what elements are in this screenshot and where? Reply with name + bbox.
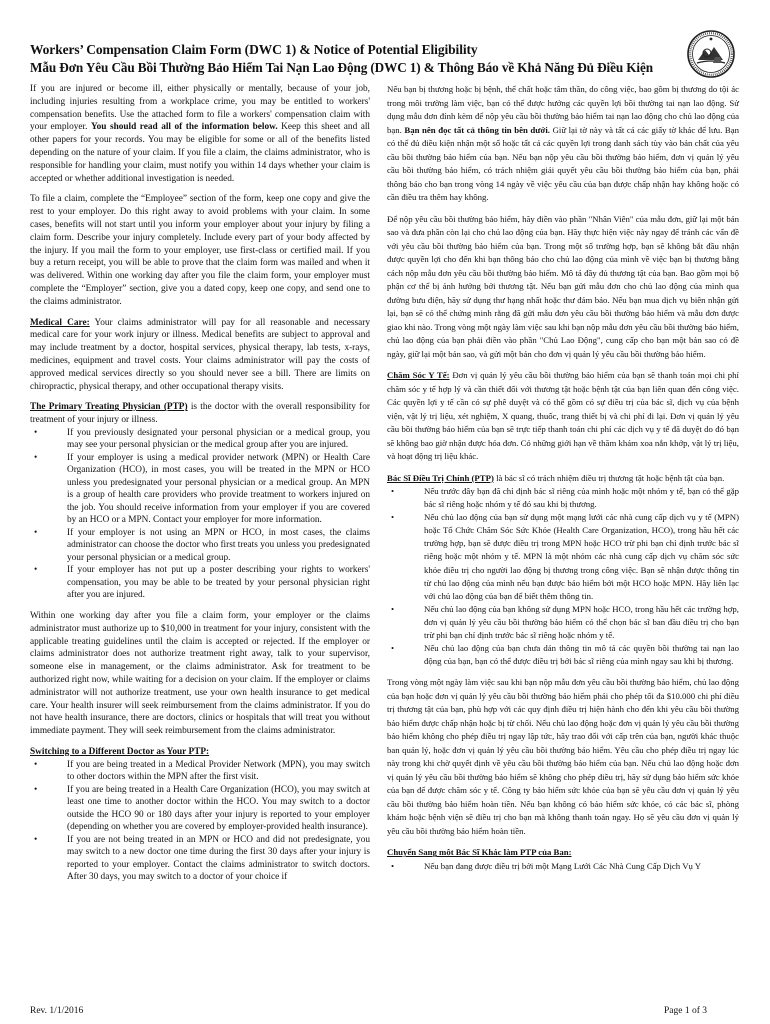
medical-care-paragraph-vi: Chăm Sóc Y Tế: Đơn vị quản lý yêu cầu bồi thường bảo hiểm của bạn sẽ thanh toán mọi chi phí chăm sóc y tế hợp lý và cần thiết đối với thương tật hoặc bệnh tật của bạn liên quan đến công việc. Các quyền lợi y tế cần có sự phê duyệt và có thể gồm có sự điều trị của bác sĩ, dịch vụ của bệnh viện, vật lý trị liệu, xét nghiệm, X quang, thuốc, trang thiết bị và chi phí đi lại. Đơn vị quản lý yêu cầu bồi thường bảo hiểm của bạn sẽ trực tiếp thanh toán chi phí các dịch vụ y tế đã duyệt do đó bạn sẽ không bao giờ nhận được hóa đơn. Có những giới hạn về thăm khám xoa nắn khớp, vật lý trị liệu, và hoạt động trị liệu khác. xyxy=(387,370,739,461)
revision-date: Rev. 1/1/2016 xyxy=(30,1006,84,1016)
switching-heading-line xyxy=(30,746,370,759)
list-item: • Nếu trước đây bạn đã chỉ định bác sĩ riêng của mình hoặc một nhóm y tế, bạn có thể gặp bác sĩ riêng hoặc nhóm y tế đó sau khi bị thương. xyxy=(387,485,739,511)
medical-care-heading-vi: Chăm Sóc Y Tế: xyxy=(387,370,450,380)
file-claim-paragraph-vi: Để nộp yêu cầu bồi thường bảo hiểm, hãy điền vào phần "Nhân Viên" của mẫu đơn, giữ lại một bản sao và đưa phần còn lại cho chủ lao động của bạn. Hãy thực hiện việc này ngay để tránh các vấn đề với yêu cầu bồi thường bảo hiểm của bạn. Trong một số trường hợp, bạn sẽ không bắt đầu nhận được quyền lợi cho đến khi bạn thông báo cho chủ lao động của mình về việc bạn bị thương bằng cách nộp mẫu đơn yêu cầu bồi thường bảo hiểm. Mô tả đầy đủ thương tật của bạn. Bao gồm mọi bộ phận cơ thể bị ảnh hưởng bởi thương tật. Nếu bạn gửi mẫu đơn cho chủ lao động của mình qua đường bưu điện, hãy sử dụng thư hạng nhất hoặc thư đảm bảo. Nếu bạn mua dịch vụ biên nhận gửi lại, bạn sẽ có thể chứng minh rằng đã gửi mẫu đơn yêu cầu bồi thường bảo hiểm và mẫu đơn được giao khi nào. Trong vòng một ngày làm việc sau khi bạn nộp mẫu đơn yêu cầu bồi thường bảo hiểm, chủ lao động của bạn phải điền vào phần "Chủ Lao Động", cung cấp cho bạn một bản sao có đề ngày, giữ lại một bản sao, và gửi một bản cho đơn vị quản lý yêu cầu bồi thường bảo hiểm. xyxy=(387,213,739,359)
switching-heading-vi: Chuyển Sang một Bác Sĩ Khác làm PTP của Bạn: xyxy=(387,847,572,858)
list-item: • If you are not being treated in an MPN or HCO and did not predesignate, you may switch to a new doctor one time during the first 30 days after your injury is reported to your employer. Contact the claims administrator to switch doctors. After 30 days, you may switch to a doctor of your choice if xyxy=(30,834,370,884)
vietnamese-column xyxy=(387,83,739,881)
ptp-list xyxy=(30,427,370,602)
list-item: • If you are being treated in a Medical Provider Network (MPN), you may switch to other doctors within the MPN after the first visit. xyxy=(30,759,370,784)
page-number: Page 1 of 3 xyxy=(664,1006,708,1016)
california-state-seal-icon xyxy=(687,30,735,78)
list-item: • Nếu bạn đang được điều trị bởi một Mạng Lưới Các Nhà Cung Cấp Dịch Vụ Y xyxy=(387,860,739,873)
ptp-heading-vi: Bác Sĩ Điều Trị Chính (PTP) xyxy=(387,472,494,483)
intro-paragraph-vi: Nếu bạn bị thương hoặc bị bệnh, thể chất hoặc tâm thần, do công việc, bao gồm bị thương do tội ác trong môi trường làm việc, bạn có thể được hưởng các quyền lợi bồi thường tai nạn lao động. Sử dụng mẫu đơn đính kèm để nộp yêu cầu bồi thường bảo hiểm tai nạn lao động cho chủ lao động của bạn. Bạn nên đọc tất cả thông tin bên dưới. Giữ lại tờ này và tất cả các giấy tờ khác để lưu. Bạn có thể đủ điều kiện nhận một số hoặc tất cả các quyền lợi trong danh sách tùy vào bản chất của yêu cầu bồi thường bảo hiểm của bạn. Nếu bạn nộp yêu cầu bồi thường bảo hiểm, đơn vị quản lý yêu cầu bồi thường bảo hiểm, có trách nhiệm giải quyết yêu cầu bồi thường bảo hiểm của bạn, phải thông báo cho bạn trong vòng 14 ngày về việc yêu cầu của bạn được chấp nhận hay không hoặc có cần điều tra thêm hay không. xyxy=(387,84,739,202)
ptp-paragraph: The Primary Treating Physician (PTP) is the doctor with the overall responsibility for treatment of your injury or illness. xyxy=(30,402,371,426)
intro-paragraph: If you are injured or become ill, either physically or mentally, because of your job, including injuries resulting from a workplace crime, you may be entitled to workers' compensation benefits. Use the attached form to file a workers' compensation claim with your employer. You should read all of the information below. Keep this sheet and all other papers for your records. You may be eligible for some or all of the benefits listed depending on the nature of your claim. If you file a claim, the claims administrator, who is responsible for handling your claim, must notify you within 14 days whether your claim is accepted or whether additional investigation is needed. xyxy=(30,84,371,184)
treatment-authorization-paragraph: Within one working day after you file a claim form, your employer or the claims administrator must authorize up to $10,000 in treatment for your injury, consistent with the applicable treating guidelines until the claim is accepted or rejected. If the employer or claims administrator does not authorize treatment right away, talk to your supervisor, someone else in management, or the claims administrator. Ask for treatment to be authorized right now, while waiting for a decision on your claim. If the employer or claims administrator will not authorize treatment, use your own health insurance to get medical care. Your health insurer will seek reimbursement from the claims administrator. If you do not have health insurance, there are doctors, clinics or hospitals that will treat you without immediate payment. They will seek reimbursement from the claims administrator. xyxy=(30,610,370,737)
switching-list xyxy=(30,759,370,884)
title-english: Workers’ Compensation Claim Form (DWC 1) & Notice of Potential Eligibility xyxy=(30,42,478,57)
ptp-list-vi xyxy=(387,485,739,668)
file-claim-paragraph: To file a claim, complete the “Employee” section of the form, keep one copy and give the rest to your employer. Do this right away to avoid problems with your claim. In some cases, benefits will not start until you inform your employer about your injury by filing a claim form. Describe your injury completely. Include every part of your body affected by the injury. If you mail the form to your employer, use first-class or certified mail. If you buy a return receipt, you will be able to prove that the claim form was mailed and when it was delivered. Within one working day after you file the claim form, your employer must complete the “Employer” section, give you a dated copy, keep one copy, and send one to the claims administrator. xyxy=(30,194,370,307)
list-item: • Nếu chủ lao động của bạn không sử dụng MPN hoặc HCO, trong hầu hết các trường hợp, đơn vị quản lý yêu cầu bồi thường bảo hiểm có thể chọn bác sĩ ban đầu điều trị cho bạn trừ phi bạn chỉ định trước bác sĩ riêng hoặc nhóm y tế. xyxy=(387,603,739,642)
medical-care-paragraph: Medical Care: Your claims administrator will pay for all reasonable and necessary medical care for your work injury or illness. Medical benefits are subject to approval and may include treatment by a doctor, hospital services, physical therapy, lab tests, x-rays, medicines, equipment and travel costs. Your claims administrator will pay the costs of approved medical services directly so you should never see a bill. There are limits on chiropractic, physical therapy, and other occupational therapy visits. xyxy=(30,317,370,392)
switching-list-vi xyxy=(387,860,739,873)
english-column xyxy=(30,83,370,892)
ptp-paragraph-vi: Bác Sĩ Điều Trị Chính (PTP) là bác sĩ có trách nhiệm điều trị thương tật hoặc bệnh tật của bạn. xyxy=(387,472,725,483)
title-vietnamese: Mẫu Đơn Yêu Cầu Bồi Thường Bảo Hiểm Tai Nạn Lao Động (DWC 1) & Thông Báo về Khả Năng Đủ Điều Kiện xyxy=(30,60,653,75)
list-item: • If your employer is not using an MPN or HCO, in most cases, the claims administrator can choose the doctor who first treats you unless you predesignated your personal physician or a medical group. xyxy=(30,527,370,565)
list-item: • If your employer is using a medical provider network (MPN) or Health Care Organization (HCO), in most cases, you will be treated in the MPN or HCO unless you predesignated your personal physician or a medical group. An MPN is a group of health care providers who provide treatment to workers injured on the job. You should receive information from your employer if you are covered by an HCO or a MPN. Contact your employer for more information. xyxy=(30,452,370,527)
ptp-heading: The Primary Treating Physician (PTP) xyxy=(30,402,188,413)
medical-care-heading: Medical Care: xyxy=(30,317,90,328)
list-item: • Nếu chủ lao động của bạn chưa dán thông tin mô tả các quyền bồi thường tai nạn lao động của bạn, bạn có thể được điều trị bởi bác sĩ riêng của mình ngay sau khi bị thương. xyxy=(387,642,739,668)
switching-heading: Switching to a Different Doctor as Your PTP: xyxy=(30,746,210,757)
list-item: • If you previously designated your personal physician or a medical group, you may see your personal physician or the medical group after you are injured. xyxy=(30,427,370,452)
list-item: • If you are being treated in a Health Care Organization (HCO), you may switch at least one time to another doctor within the HCO. You may switch to a doctor outside the HCO 90 or 180 days after your injury is reported to your employer (depending on whether you are covered by employer-provided health insurance). xyxy=(30,784,370,834)
treatment-authorization-paragraph-vi: Trong vòng một ngày làm việc sau khi bạn nộp mẫu đơn yêu cầu bồi thường bảo hiểm, chủ lao động của bạn hoặc đơn vị quản lý yêu cầu bồi thường bảo hiểm phải cho phép tối đa $10.000 chi phí điều trị thương tật của bạn, phù hợp với các quy định điều trị hiện hành cho đến khi yêu cầu bồi thường bảo hiểm được chấp nhận hoặc bị từ chối. Nếu chủ lao động hoặc đơn vị quản lý yêu cầu bồi thường bảo hiểm không cho phép điều trị ngay lập tức, hãy trao đổi với cấp trên của bạn, người khác thuộc ban quản lý, hoặc đơn vị quản lý yêu cầu bồi thường bảo hiểm. Yêu cầu cho phép điều trị ngay lúc này trong khi chờ quyết định về yêu cầu bồi thường bảo hiểm của bạn. Nếu chủ lao động hoặc đơn vị quản lý yêu cầu bồi thường bảo hiểm sẽ không cho phép điều trị, hãy sử dụng bảo hiểm sức khỏe của bạn để được chăm sóc y tế. Công ty bảo hiểm sức khỏe của bạn sẽ yêu cầu đơn vị quản lý yêu cầu bồi thường bảo hiểm hoàn tiền. Nếu bạn không có bảo hiểm sức khỏe, có các bác sĩ, phòng khám hoặc bệnh viện sẽ điều trị cho bạn mà không thanh toán ngay. Họ sẽ yêu cầu đơn vị quản lý yêu cầu bồi thường bảo hiểm hoàn tiền. xyxy=(387,677,739,836)
list-item: • Nếu chủ lao động của bạn sử dụng một mạng lưới các nhà cung cấp dịch vụ y tế (MPN) hoặc Tổ Chức Chăm Sóc Sức Khỏe (Health Care Organization, HCO), trong hầu hết các trường hợp, bạn sẽ được điều trị trong MPN hoặc HCO trừ phi bạn chỉ định trước bác sĩ riêng hoặc một nhóm y tế. MPN là một nhóm các nhà cung cấp dịch vụ chăm sóc sức khỏe điều trị cho người lao động bị thương trong công việc. Bạn sẽ nhận được thông tin từ chủ lao động của mình nếu bạn được bảo hiểm bởi một HCO hoặc MPN. Hãy liên lạc với chủ lao động của bạn để biết thêm thông tin. xyxy=(387,511,739,603)
switching-heading-line-vi xyxy=(387,846,739,860)
list-item: • If your employer has not put up a poster describing your rights to workers' compensation, you may be able to be treated by your personal physician right after you are injured. xyxy=(30,564,370,602)
